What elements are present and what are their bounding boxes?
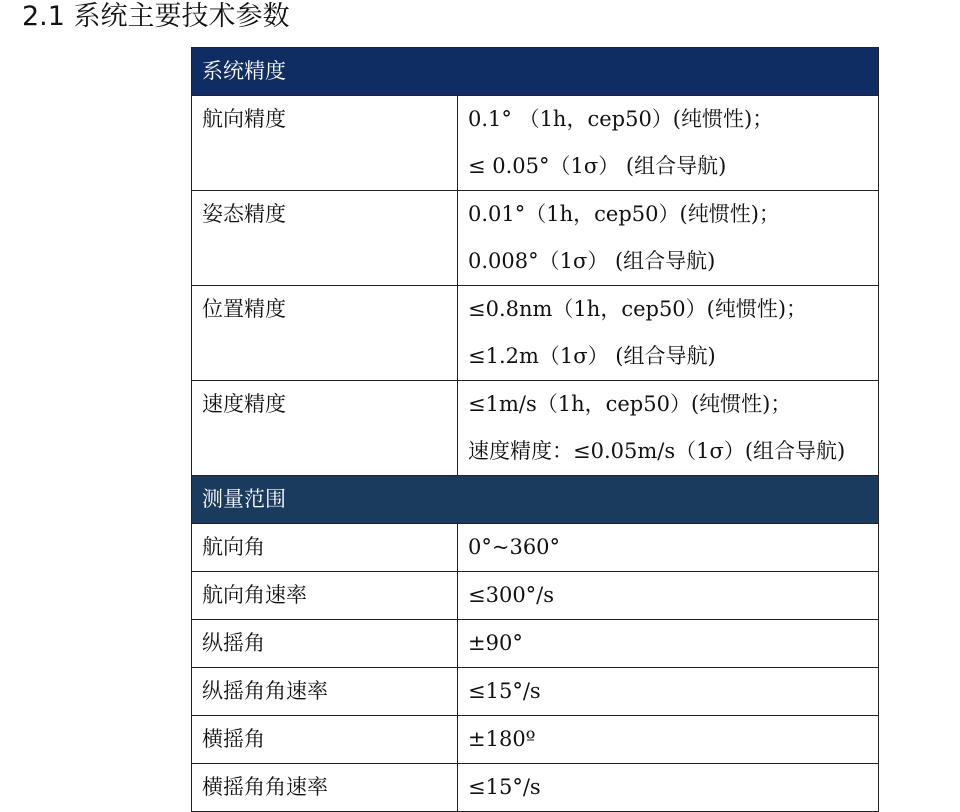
param-value: 0°~360° [458,524,879,572]
table-row [192,620,879,668]
section-header-precision [192,48,879,96]
param-value: ≤300°/s [458,572,879,620]
value-line: 0.008°（1σ） (组合导航) [468,249,716,273]
param-label: 航向角速率 [192,572,458,620]
value-line: 0.1° （1h，cep50）(纯惯性)； [468,107,774,131]
param-label: 位置精度 [192,286,458,381]
value-line: 0.01°（1h，cep50）(纯惯性)； [468,202,780,226]
value-line: ≤1.2m（1σ） (组合导航) [468,344,716,368]
param-value [458,191,879,286]
param-label: 纵摇角角速率 [192,668,458,716]
param-label: 航向角 [192,524,458,572]
section-header-range [192,476,879,524]
param-label: 速度精度 [192,381,458,476]
value-line: ≤0.8nm（1h，cep50）(纯惯性)； [468,297,808,321]
table-row [192,716,879,764]
value-line: ≤ 0.05°（1σ） (组合导航) [468,154,727,178]
param-label: 航向精度 [192,96,458,191]
param-value [458,96,879,191]
param-value: ±180º [458,716,879,764]
param-value [458,381,879,476]
table-row [192,191,879,286]
table-row [192,764,879,812]
param-value: ≤15°/s [458,764,879,812]
param-label: 横摇角角速率 [192,764,458,812]
param-label: 姿态精度 [192,191,458,286]
table-row [192,524,879,572]
table-row [192,572,879,620]
param-label: 纵摇角 [192,620,458,668]
param-value [458,286,879,381]
param-value: ±90° [458,620,879,668]
section-heading: 2.1 系统主要技术参数 [22,1,290,32]
table-row [192,286,879,381]
table-row [192,96,879,191]
value-line: ≤1m/s（1h，cep50）(纯惯性)； [468,392,792,416]
value-line: 速度精度：≤0.05m/s（1σ）(组合导航) [468,439,846,463]
table-row [192,668,879,716]
table-row [192,381,879,476]
section-title: 测量范围 [192,476,879,524]
param-label: 横摇角 [192,716,458,764]
section-title: 系统精度 [192,48,879,96]
spec-table [191,47,879,812]
param-value: ≤15°/s [458,668,879,716]
